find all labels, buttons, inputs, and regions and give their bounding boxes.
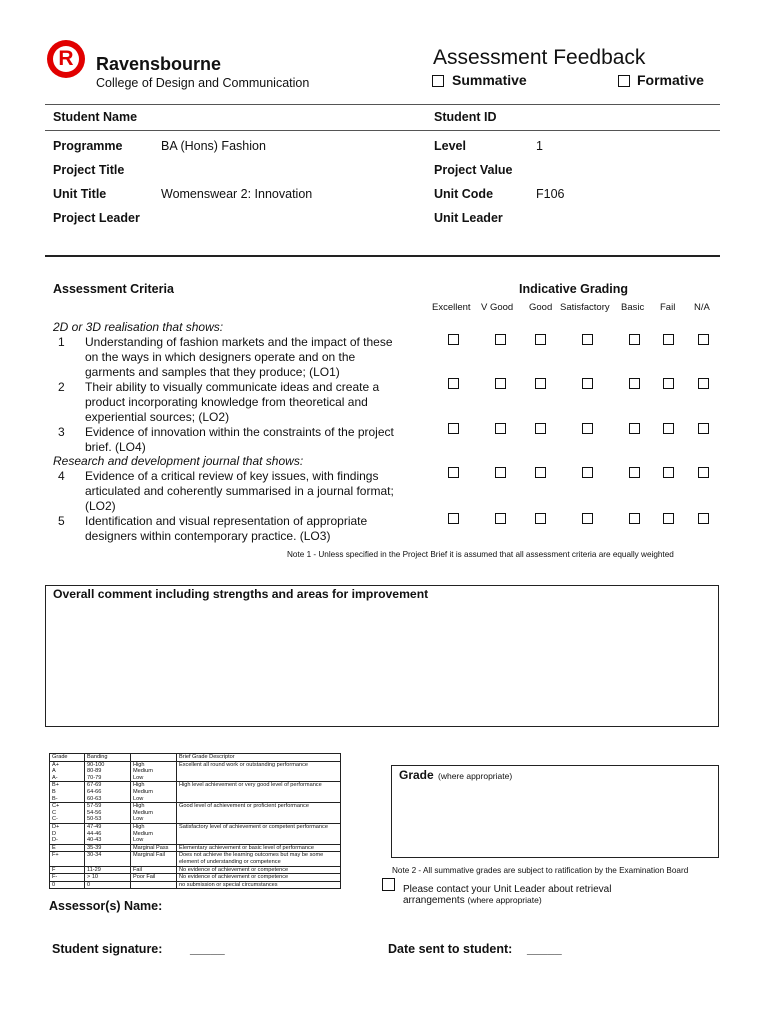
grade-checkbox[interactable] bbox=[698, 378, 709, 389]
table-row: F- > 10 Poor Fail No evidence of achievement or competence bbox=[50, 874, 341, 882]
unit-code-value: F106 bbox=[536, 187, 565, 201]
grade-checkbox[interactable] bbox=[582, 334, 593, 345]
grade-checkbox[interactable] bbox=[582, 378, 593, 389]
project-title-label: Project Title bbox=[53, 163, 125, 177]
criterion-number: 3 bbox=[58, 425, 65, 439]
group-realisation: 2D or 3D realisation that shows: bbox=[53, 320, 224, 334]
form-title: Assessment Feedback bbox=[433, 46, 646, 69]
retrieval-text: Please contact your Unit Leader about retrieval arrangements (where appropriate) bbox=[403, 884, 612, 906]
grade-box[interactable] bbox=[391, 765, 719, 858]
divider-criteria bbox=[45, 255, 720, 257]
grade-checkbox[interactable] bbox=[663, 378, 674, 389]
formative-checkbox[interactable] bbox=[618, 75, 630, 87]
grade-checkbox[interactable] bbox=[663, 513, 674, 524]
student-name-label: Student Name bbox=[53, 110, 138, 124]
college-subtitle: College of Design and Communication bbox=[96, 76, 310, 90]
project-value-label: Project Value bbox=[434, 163, 513, 177]
grade-checkbox[interactable] bbox=[448, 467, 459, 478]
grade-checkbox[interactable] bbox=[495, 378, 506, 389]
grade-col-satisfactory: Satisfactory bbox=[560, 302, 610, 313]
grade-checkbox[interactable] bbox=[448, 423, 459, 434]
grade-col-fail: Fail bbox=[660, 302, 676, 313]
table-row: C+ C C- 57-59 54-56 50-53 High Medium Low Good level of achievement or proficient performance bbox=[50, 803, 341, 824]
assessment-criteria-heading: Assessment Criteria bbox=[53, 282, 174, 296]
retrieval-checkbox[interactable] bbox=[382, 878, 395, 891]
grade-checkbox[interactable] bbox=[629, 334, 640, 345]
note-2: Note 2 - All summative grades are subject to ratification by the Examination Board bbox=[392, 866, 689, 875]
grade-hint: (where appropriate) bbox=[438, 771, 513, 781]
level-label: Level bbox=[434, 139, 466, 153]
overall-comment-label: Overall comment including strengths and areas for improvement bbox=[53, 587, 429, 601]
grade-checkbox[interactable] bbox=[448, 334, 459, 345]
overall-comment-box[interactable] bbox=[45, 585, 719, 727]
grade-checkbox[interactable] bbox=[629, 423, 640, 434]
table-row: B+ B B- 67-69 64-66 60-63 High Medium Low High level achievement or very good level of performance bbox=[50, 782, 341, 803]
grade-col-good: Good bbox=[529, 302, 553, 313]
student-signature-label: Student signature: bbox=[52, 942, 163, 956]
grade-checkbox[interactable] bbox=[448, 378, 459, 389]
grade-col-na: N/A bbox=[694, 302, 710, 313]
grade-checkbox[interactable] bbox=[698, 334, 709, 345]
group-journal: Research and development journal that shows: bbox=[53, 454, 304, 468]
criterion-text: Understanding of fashion markets and the impact of these on the ways in which designers operate and on the garments and samples that they produce; (LO1) bbox=[85, 335, 393, 379]
date-sent-blank[interactable]: _____ bbox=[527, 942, 562, 956]
grade-checkbox[interactable] bbox=[663, 334, 674, 345]
table-row: 0 0 no submission or special circumstances bbox=[50, 881, 341, 889]
table-row: A+ A A- 90-100 80-89 70-79 High Medium Low Excellent all round work or outstanding performance bbox=[50, 761, 341, 782]
grade-col-basic: Basic bbox=[621, 302, 645, 313]
grade-checkbox[interactable] bbox=[582, 513, 593, 524]
criterion-text: Their ability to visually communicate ideas and create a product incorporating knowledge from theoretical and experiential sources; (LO2) bbox=[85, 380, 380, 424]
formative-label: Formative bbox=[637, 72, 704, 88]
grade-checkbox[interactable] bbox=[663, 423, 674, 434]
grade-checkbox[interactable] bbox=[535, 334, 546, 345]
table-row: E 35-39 Marginal Pass Elementary achievement or basic level of performance bbox=[50, 844, 341, 852]
indicative-grading-heading: Indicative Grading bbox=[519, 282, 629, 296]
logo-letter: R bbox=[53, 46, 79, 72]
assessor-name-label: Assessor(s) Name: bbox=[49, 899, 163, 913]
criterion-text: Evidence of innovation within the constraints of the project brief. (LO4) bbox=[85, 425, 394, 454]
grade-checkbox[interactable] bbox=[698, 423, 709, 434]
level-value: 1 bbox=[536, 139, 543, 153]
grade-label: Grade bbox=[399, 768, 434, 782]
table-header-row: Grade Banding Brief Grade Descriptor bbox=[50, 754, 341, 762]
grade-checkbox[interactable] bbox=[535, 378, 546, 389]
grade-checkbox[interactable] bbox=[495, 334, 506, 345]
grade-checkbox[interactable] bbox=[535, 423, 546, 434]
note-1: Note 1 - Unless specified in the Project Brief it is assumed that all assessment criteria are equally weighted bbox=[287, 550, 674, 559]
grade-checkbox[interactable] bbox=[535, 513, 546, 524]
table-row: D+ D D- 47-49 44-46 40-43 High Medium Low Satisfactory level of achievement or competent performance bbox=[50, 823, 341, 844]
date-sent-label: Date sent to student: bbox=[388, 942, 513, 956]
grade-checkbox[interactable] bbox=[698, 513, 709, 524]
table-row: F+ 30-34 Marginal Fail Does not achieve the learning outcomes but may be some element of understanding or competence bbox=[50, 852, 341, 866]
programme-value: BA (Hons) Fashion bbox=[161, 139, 266, 153]
grade-checkbox[interactable] bbox=[582, 423, 593, 434]
grade-checkbox[interactable] bbox=[495, 467, 506, 478]
grade-checkbox[interactable] bbox=[629, 467, 640, 478]
grade-checkbox[interactable] bbox=[629, 513, 640, 524]
criterion-number: 4 bbox=[58, 469, 65, 483]
grade-checkbox[interactable] bbox=[582, 467, 593, 478]
grade-checkbox[interactable] bbox=[698, 467, 709, 478]
project-leader-label: Project Leader bbox=[53, 211, 140, 225]
criterion-text: Evidence of a critical review of key issues, with findings articulated and coherently summarised in a journal format; (LO2) bbox=[85, 469, 394, 513]
criterion-number: 5 bbox=[58, 514, 65, 528]
grade-banding-table bbox=[49, 753, 341, 889]
grade-checkbox[interactable] bbox=[629, 378, 640, 389]
criterion-number: 1 bbox=[58, 335, 65, 349]
grade-checkbox[interactable] bbox=[495, 513, 506, 524]
student-signature-blank[interactable]: _____ bbox=[190, 942, 225, 956]
unit-title-value: Womenswear 2: Innovation bbox=[161, 187, 313, 201]
grade-checkbox[interactable] bbox=[495, 423, 506, 434]
grade-checkbox[interactable] bbox=[663, 467, 674, 478]
divider-top bbox=[45, 104, 720, 105]
table-row: F 11-29 Fail No evidence of achievement or competence bbox=[50, 866, 341, 874]
unit-title-label: Unit Title bbox=[53, 187, 107, 201]
unit-code-label: Unit Code bbox=[434, 187, 494, 201]
grade-checkbox[interactable] bbox=[448, 513, 459, 524]
college-logo bbox=[47, 40, 85, 78]
grade-col-vgood: V Good bbox=[481, 302, 514, 313]
summative-label: Summative bbox=[452, 72, 527, 88]
programme-label: Programme bbox=[53, 139, 123, 153]
summative-checkbox[interactable] bbox=[432, 75, 444, 87]
unit-leader-label: Unit Leader bbox=[434, 211, 503, 225]
criterion-text: Identification and visual representation of appropriate designers within contemporary practice. (LO3) bbox=[85, 514, 368, 543]
divider-student bbox=[45, 130, 720, 131]
college-name: Ravensbourne bbox=[96, 54, 222, 74]
grade-col-excellent: Excellent bbox=[432, 302, 471, 313]
grade-checkbox[interactable] bbox=[535, 467, 546, 478]
criterion-number: 2 bbox=[58, 380, 65, 394]
student-id-label: Student ID bbox=[434, 110, 497, 124]
